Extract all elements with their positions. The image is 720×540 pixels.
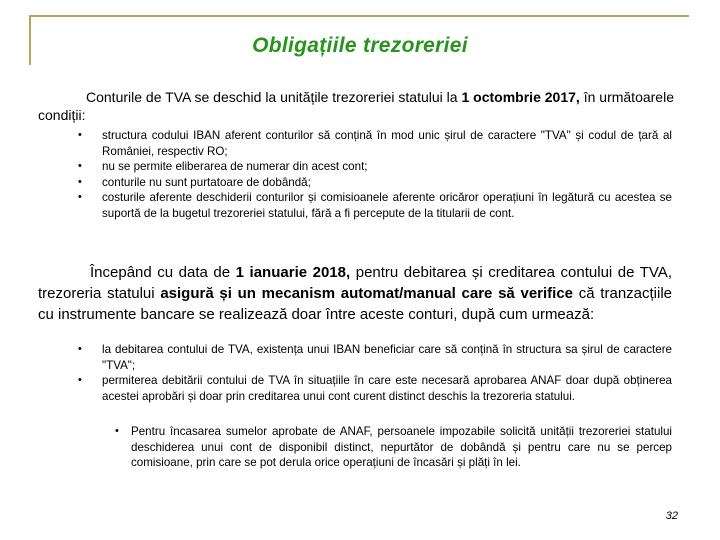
bullet-icon: • <box>78 160 82 173</box>
condition-text: conturile nu sunt purtatoare de dobândă; <box>102 175 311 189</box>
para2-bold-phrase: asigură și un mecanism automat/manual care să verifice <box>160 285 574 302</box>
condition-text: nu se permite eliberarea de numerar din acest cont; <box>102 160 368 174</box>
list-item <box>78 373 672 404</box>
verification-text: permiterea debitării contului de TVA în situațiile în care este necesară aprobarea ANAF doar după obținerea acestei aprobări și doar prin creditarea unui cont curent distinct deschis la trezoreria statului. <box>102 374 672 403</box>
verifications-list <box>78 342 672 404</box>
para2-text1: Începând cu data de <box>90 264 236 281</box>
bullet-icon: • <box>78 129 82 141</box>
bullet-icon: • <box>78 374 82 387</box>
bullet-icon: • <box>78 191 82 204</box>
para2-text3: că tranzacțiile cu instrumente bancare se realizează doar între aceste conturi, după cum urmează: <box>38 285 673 323</box>
condition-text: costurile aferente deschiderii conturilor și comisioanele aferente oricăror operațiuni în legătură cu acestea se suportă de la bugetul trezoreriei statului, fără a fi percepute de la titularii de cont. <box>102 191 672 220</box>
intro-text-before: Conturile de TVA se deschid la unitățile trezoreriei statului la <box>86 89 462 105</box>
slide-frame-top-line <box>29 15 689 17</box>
bullet-icon: • <box>78 175 82 188</box>
sub-item-text: Pentru încasarea sumelor aprobate de ANAF, persoanele impozabile solicită unității trezoreriei statului deschiderea unui cont de disponibil distinct, nepurtător de dobândă și pentru care nu se percep comisioane, prin care se pot derula orice operațiuni de încasări și plăți în lei. <box>131 425 672 470</box>
list-item <box>78 128 672 159</box>
conditions-list <box>78 128 672 222</box>
intro-paragraph <box>38 88 674 124</box>
sub-list-item <box>115 424 672 471</box>
intro-text-after: în următoarele condiții: <box>38 89 674 123</box>
para2-text2: pentru debitarea și creditarea contului de TVA, trezoreria statului <box>38 264 672 302</box>
page-number: 32 <box>665 510 678 522</box>
bullet-icon: • <box>115 425 119 437</box>
slide-title: Obligațiile trezoreriei <box>252 34 468 57</box>
intro-date: 1 octombrie 2017, <box>461 89 580 105</box>
verification-text: la debitarea contului de TVA, existența unui IBAN beneficiar care să conțină în structura sa șirul de caractere "TVA"; <box>102 343 672 372</box>
mechanism-paragraph <box>38 262 672 325</box>
list-item <box>78 175 672 191</box>
list-item <box>78 190 672 221</box>
para2-date: 1 ianuarie 2018, <box>235 264 351 281</box>
list-item <box>78 159 672 175</box>
list-item <box>78 342 672 373</box>
bullet-icon: • <box>78 343 82 355</box>
condition-text: structura codului IBAN aferent conturilor să conțină în mod unic șirul de caractere "TVA" și codul de țară al României, respectiv RO; <box>102 129 672 158</box>
